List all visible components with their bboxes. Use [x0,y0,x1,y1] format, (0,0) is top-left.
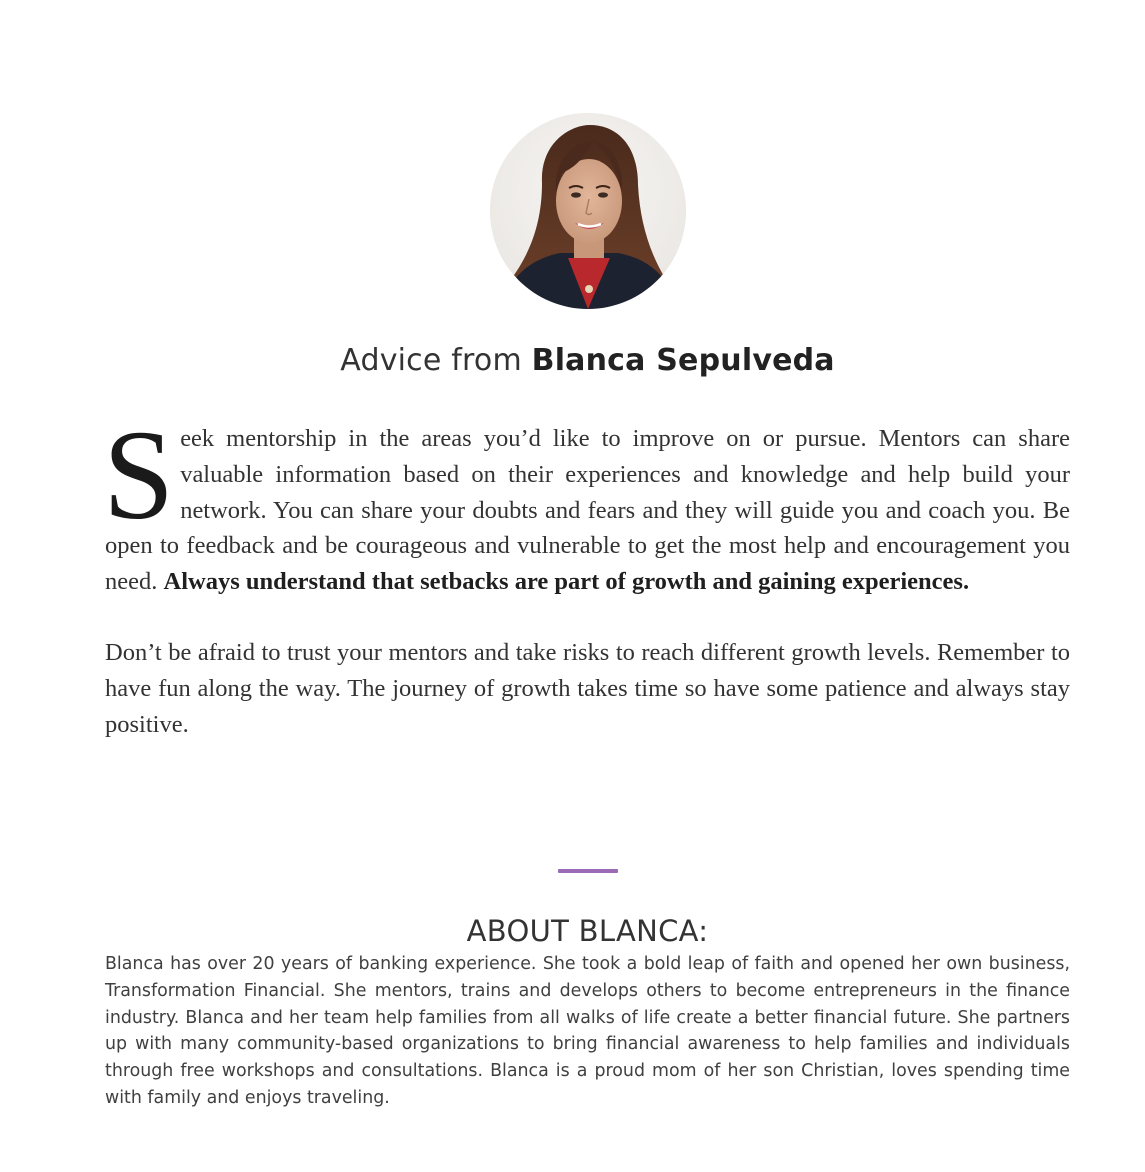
advice-heading-prefix: Advice from [340,343,532,378]
advice-heading [0,343,1145,378]
advice-paragraph-1-emphasis: Always understand that setbacks are part of growth and gaining experiences. [163,568,970,596]
advice-body [103,404,1070,742]
about-heading: ABOUT BLANCA: [466,914,709,948]
advice-paragraph-1 [103,404,1070,600]
section-divider [558,869,618,873]
about-body: Blanca has over 20 years of banking experience. She took a bold leap of faith and opened her own business, Transformation Financial. She mentors, trains and develops others to become entrepreneurs in the finance industry. Blanca and her team help families from all walks of life create a better financial future. She partners up with many community-based organizations to bring financial awareness to help families and individuals through free workshops and consultations. Blanca is a proud mom of her son Christian, loves spending time with family and enjoys traveling. [105,954,1070,1108]
drop-cap: S [103,404,175,546]
advice-heading-name: Blanca Sepulveda [531,343,835,378]
advice-paragraph-2: Don’t be afraid to trust your mentors and take risks to reach different growth levels. Remember to have fun along the way. The journey of growth takes time so have some patience and always stay positive. [105,638,1070,738]
portrait-image [490,113,686,309]
portrait-photo [490,113,686,309]
advice-paragraph-1-text: eek mentorship in the areas you’d like to improve on or pursue. Mentors can share valuable information based on their experiences and knowledge and help build your network. You can share your doubts and fears and they will guide you and coach you. Be open to feedback and be courageous and vulnerable to get the most help and encouragement you need. [105,425,1070,596]
